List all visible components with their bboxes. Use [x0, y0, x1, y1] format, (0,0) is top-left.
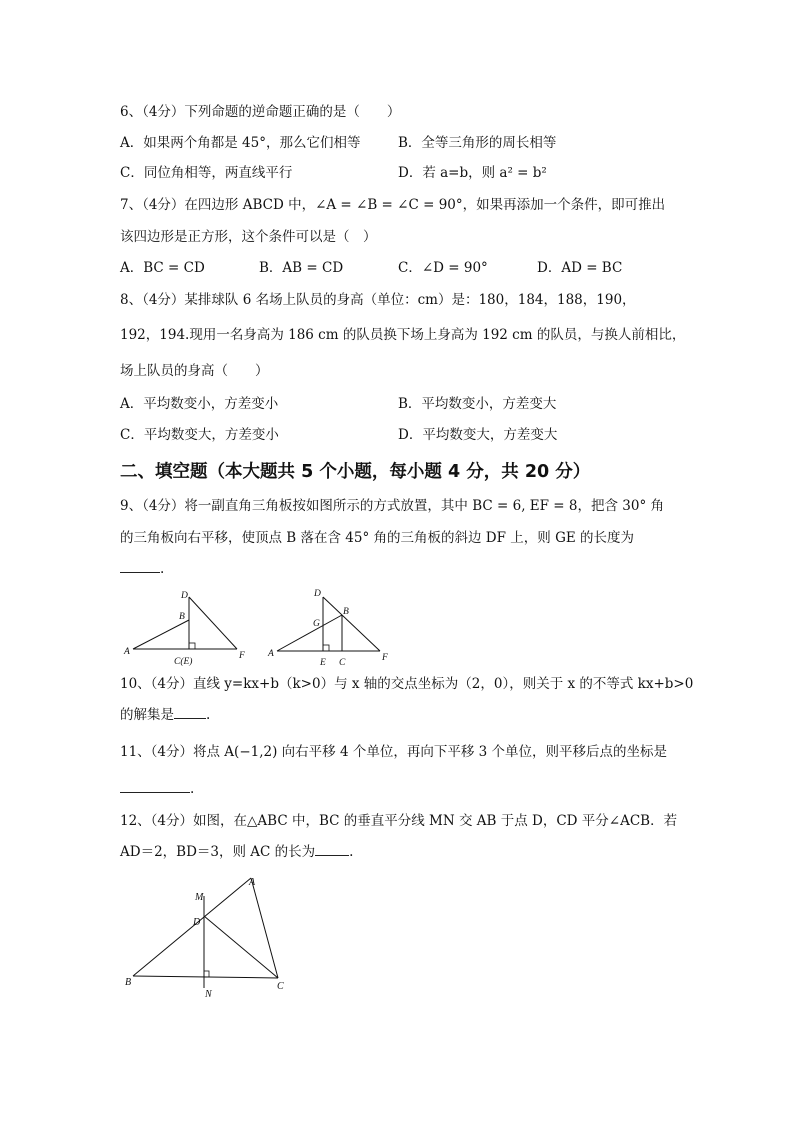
fig2-label-d: D [314, 589, 321, 599]
q7-option-c: C．∠D = 90° [398, 260, 488, 276]
q12-line1: 12、（4分）如图，在△ABC 中，BC 的垂直平分线 MN 交 AB 于点 D，CD 平分∠ACB．若 [120, 813, 678, 829]
fig2-label-e: E [320, 658, 326, 668]
q7-option-b: B．AB = CD [259, 260, 344, 276]
fig2-label-f: F [382, 653, 388, 663]
q7-line2: 该四边形是正方形，这个条件可以是（ ） [120, 229, 377, 245]
q9-answer-line: . [120, 560, 164, 578]
q6-stem: 6、（4分）下列命题的逆命题正确的是（ ） [120, 104, 401, 120]
fig3-label-m: M [195, 892, 204, 903]
q10-line1: 10、（4分）直线 y=kx+b（k>0）与 x 轴的交点坐标为（2，0），则关于 x 的不等式 kx+b>0 [120, 676, 694, 692]
fig1-label-ce: C(E) [174, 657, 193, 667]
q8-line3: 场上队员的身高（ ） [120, 363, 269, 379]
q8-option-b: B．平均数变小，方差变大 [398, 396, 557, 412]
q9-figure-1 [118, 588, 258, 668]
q10-line2: 的解集是 . [120, 707, 211, 723]
q12-line2: AD＝2，BD＝3，则 AC 的长为 . [120, 844, 354, 860]
answer-blank[interactable] [315, 843, 349, 856]
q8-line1: 8、（4分）某排球队 6 名场上队员的身高（单位：cm）是：180，184，188，190， [120, 292, 636, 308]
fig1-label-b: B [179, 612, 185, 622]
fig3-label-b: B [125, 977, 132, 988]
q6-option-a: A．如果两个角都是 45°，那么它们相等 [120, 135, 361, 151]
answer-blank[interactable] [120, 560, 160, 573]
section-heading: 二、填空题（本大题共 5 个小题，每小题 4 分，共 20 分） [120, 462, 591, 482]
q9-figure-2 [262, 585, 392, 670]
q6-option-c: C．同位角相等，两直线平行 [120, 165, 293, 181]
fig3-label-c: C [277, 981, 284, 992]
q8-option-a: A．平均数变小，方差变小 [120, 396, 279, 412]
fig2-label-g: G [313, 619, 320, 629]
q11-line1: 11、（4分）将点 A(−1,2) 向右平移 4 个单位，再向下平移 3 个单位，则平移后点的坐标是 [120, 744, 668, 760]
q7-option-a: A．BC = CD [120, 260, 205, 276]
answer-blank[interactable] [120, 780, 190, 793]
fig1-label-d: D [181, 591, 188, 601]
fig3-label-d: D [193, 917, 201, 928]
fig2-label-c: C [339, 658, 346, 668]
fig3-label-a: A [249, 877, 256, 888]
fig2-label-a: A [268, 649, 274, 659]
q9-line1: 9、（4分）将一副直角三角板按如图所示的方式放置，其中 BC = 6, EF = 8，把含 30° 角 [120, 498, 665, 514]
fig1-label-f: F [239, 651, 245, 661]
q6-option-d: D．若 a=b，则 a² = b² [398, 165, 547, 181]
q7-option-d: D．AD = BC [537, 260, 623, 276]
q12-figure [118, 870, 298, 1000]
q8-line2: 192，194.现用一名身高为 186 cm 的队员换下场上身高为 192 cm 的队员，与换人前相比， [120, 327, 686, 343]
answer-blank[interactable] [174, 706, 206, 719]
fig1-label-a: A [124, 647, 130, 657]
q8-option-c: C．平均数变大，方差变小 [120, 427, 279, 443]
q6-option-b: B．全等三角形的周长相等 [398, 135, 557, 151]
fig3-label-n: N [205, 989, 212, 1000]
q7-line1: 7、（4分）在四边形 ABCD 中，∠A = ∠B = ∠C = 90°，如果再添加一个条件，即可推出 [120, 197, 666, 213]
q9-line2: 的三角板向右平移，使顶点 B 落在含 45° 角的三角板的斜边 DF 上，则 GE 的长度为 [120, 530, 635, 546]
fig2-label-b: B [343, 607, 349, 617]
q8-option-d: D．平均数变大，方差变大 [398, 427, 558, 443]
q11-answer-line: . [120, 780, 194, 798]
